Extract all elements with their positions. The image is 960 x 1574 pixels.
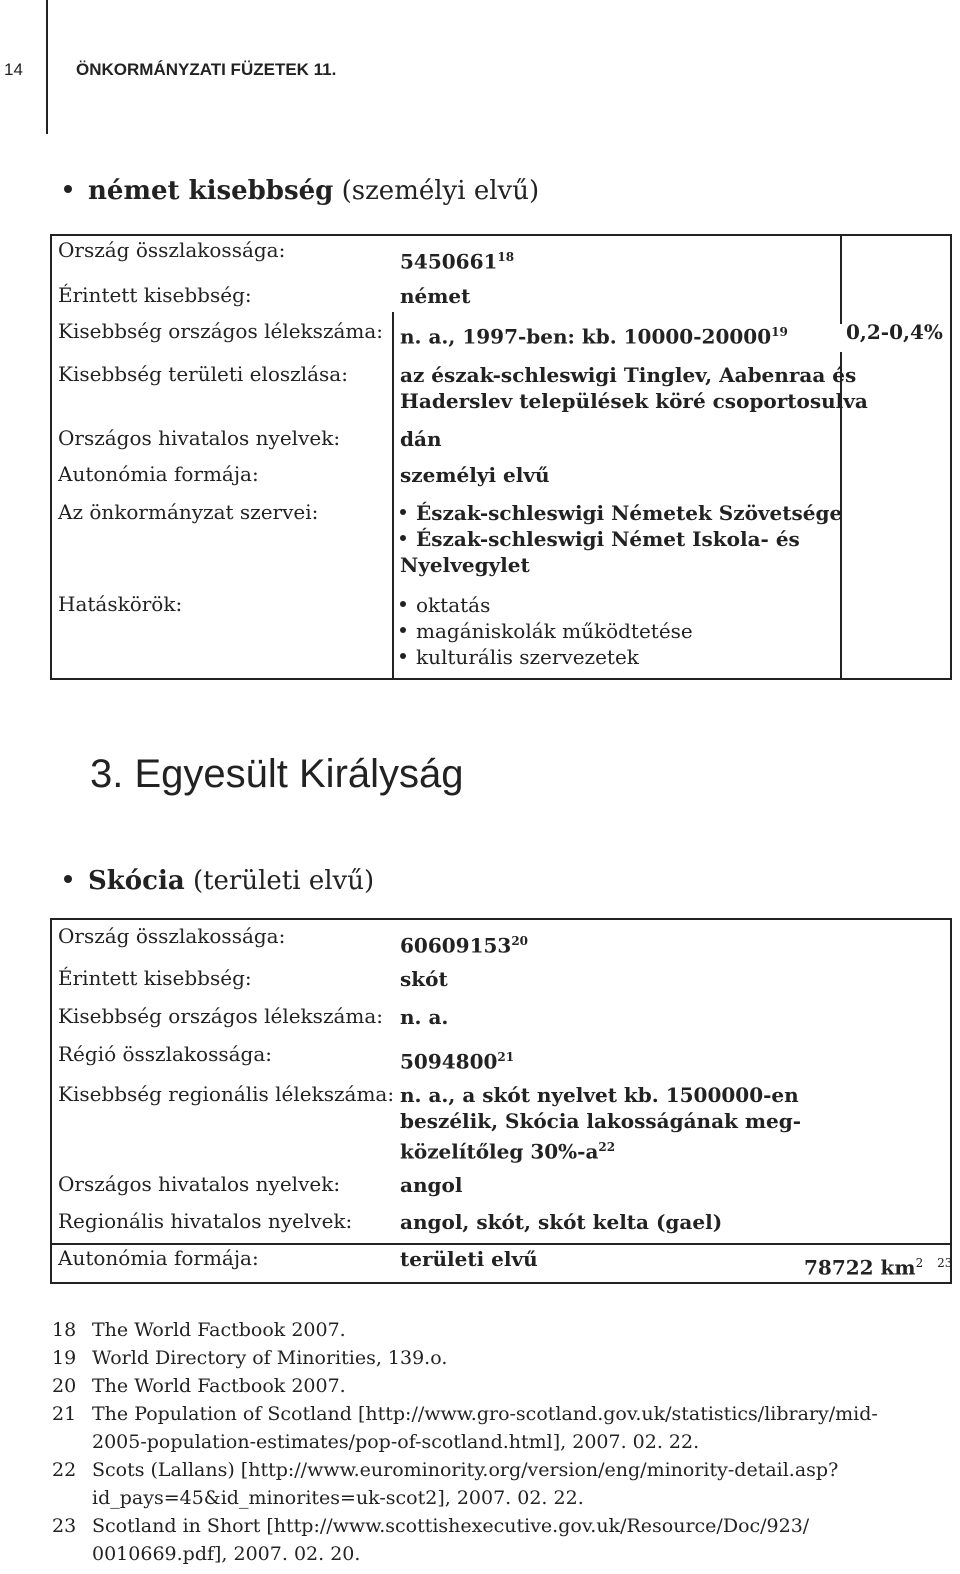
bullet-icon <box>64 875 72 883</box>
section-title-german-minority: német kisebbség (személyi elvű) <box>64 176 539 206</box>
header-divider <box>46 0 48 134</box>
row-value: 60609153$^{20}$ <box>400 933 529 958</box>
row-value: angol <box>400 1173 463 1197</box>
row-label: Az önkormányzat szervei: <box>58 500 319 524</box>
bullet-icon <box>400 535 406 541</box>
list-item: magániskolák működtetése <box>400 618 693 644</box>
row-value: személyi elvű <box>400 463 550 487</box>
powers-list <box>400 592 693 670</box>
row-label: Ország összlakossága: <box>58 238 286 262</box>
footnote: 18 The World Factbook 2007. <box>52 1319 346 1341</box>
series-title: ÖNKORMÁNYZATI FÜZETEK 11. <box>76 60 337 79</box>
bullet-icon <box>400 601 406 607</box>
footnote: 20 The World Factbook 2007. <box>52 1375 346 1397</box>
page-number: 14 <box>4 60 23 79</box>
row-value: dán <box>400 427 442 451</box>
bodies-list: Észak-schleswigi Németek Szövetsége Észak-schleswigi Német Iskola- és Nyelvegylet <box>400 501 843 577</box>
row-label: Érintett kisebbség: <box>58 966 252 990</box>
table-divider <box>50 1243 952 1245</box>
row-value: n. a., 1997-ben: kb. 10000-20000$^{19}$ <box>400 324 788 349</box>
footnote: 22 Scots (Lallans) [http://www.eurominority.org/version/eng/minority-detail.asp? id_pays=45&id_minorites=uk-scot2], 2007. 02. 22. <box>52 1459 839 1509</box>
section-title-scotland: Skócia (területi elvű) <box>64 866 374 896</box>
list-item: kulturális szervezetek <box>400 644 693 670</box>
row-value: n. a., a skót nyelvet kb. 1500000-en beszélik, Skócia lakosságának meg- közelítőleg $30\%-a^{22}$ <box>400 1083 802 1164</box>
bullet-icon <box>64 185 72 193</box>
area-value: 78722 $km^2$ $^{23}$ <box>804 1255 953 1280</box>
row-value: angol, skót, skót kelta (gael) <box>400 1210 723 1234</box>
row-value: német <box>400 284 471 308</box>
row-value: az észak-schleswigi Tinglev, Aabenraa és Haderslev települések köré csoportosulva <box>400 363 868 413</box>
row-value: 5450661$^{18}$ <box>400 249 515 274</box>
footnote: 21 The Population of Scotland [http://www.gro-scotland.gov.uk/statistics/library/mid- 2005-population-estimates/pop-of-scotland.html], 2007. 02. 22. <box>52 1403 878 1453</box>
footnote: 23 Scotland in Short [http://www.scottishexecutive.gov.uk/Resource/Doc/923/ 0010669.pdf], 2007. 02. 20. <box>52 1515 810 1565</box>
list-item: oktatás <box>400 592 693 618</box>
section-heading: 3. Egyesült Királyság <box>90 752 464 796</box>
row-label: Hatáskörök: <box>58 592 183 616</box>
row-label: Országos hivatalos nyelvek: <box>58 426 341 450</box>
row-label: Ország összlakossága: <box>58 924 286 948</box>
row-value: skót <box>400 967 448 991</box>
list-item: Észak-schleswigi Németek Szövetsége <box>400 500 842 526</box>
row-label: Érintett kisebbség: <box>58 283 252 307</box>
row-label: Autonómia formája: <box>58 462 259 486</box>
row-label: Kisebbség regionális lélekszáma: <box>58 1082 395 1106</box>
row-value: területi elvű <box>400 1247 538 1271</box>
list-item: Észak-schleswigi Német Iskola- és <box>400 526 842 552</box>
percent-value: 0,2-0,4% <box>846 320 943 344</box>
bullet-icon <box>400 627 406 633</box>
row-label: Országos hivatalos nyelvek: <box>58 1172 341 1196</box>
row-label: Kisebbség területi eloszlása: <box>58 362 348 386</box>
row-label: Kisebbség országos lélekszáma: <box>58 319 384 343</box>
row-label: Regionális hivatalos nyelvek: <box>58 1209 353 1233</box>
bullet-icon <box>400 653 406 659</box>
bullet-icon <box>400 509 406 515</box>
row-label: Régió összlakossága: <box>58 1042 272 1066</box>
row-value: 5094800$^{21}$ <box>400 1049 515 1074</box>
row-value: n. a. <box>400 1005 449 1029</box>
row-label: Autonómia formája: <box>58 1246 259 1270</box>
table-divider <box>840 234 842 324</box>
row-label: Kisebbség országos lélekszáma: <box>58 1004 384 1028</box>
table-divider <box>392 312 394 680</box>
footnote: 19 World Directory of Minorities, 139.o. <box>52 1347 448 1369</box>
